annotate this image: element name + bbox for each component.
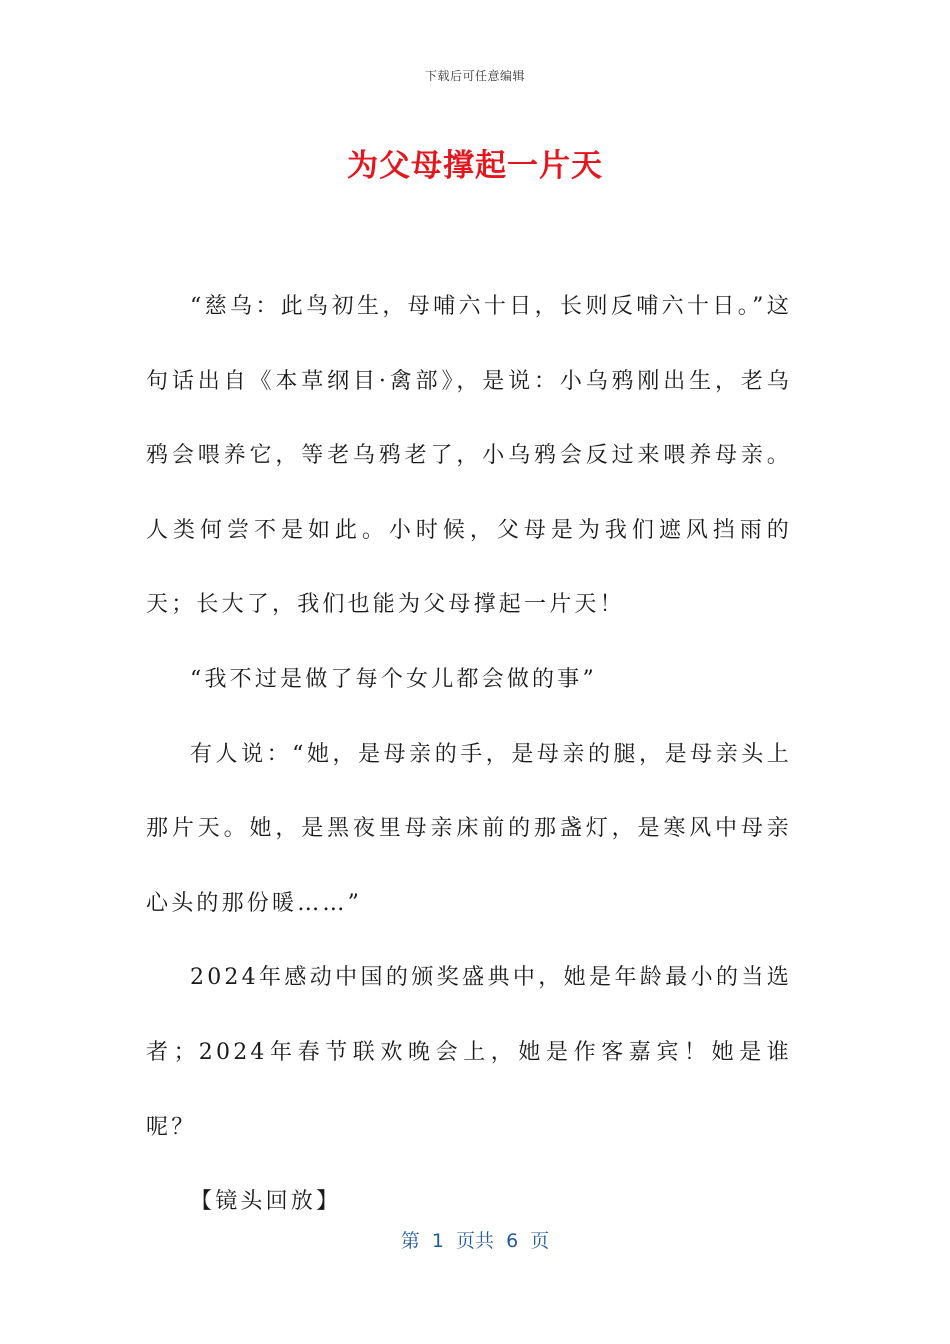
paragraph-award: 2024年感动中国的颁奖盛典中，她是年龄最小的当选者；2024年春节联欢晚会上，她是作客嘉宾！她是谁呢？ [146,965,792,1140]
document-body [146,270,792,1240]
paragraph-someone-says: 有人说：“她，是母亲的手，是母亲的腿，是母亲头上那片天。她，是黑夜里母亲床前的那盏灯，是寒风中母亲心头的那份暖……” [146,741,792,916]
page-number-footer: 第 1 页共 6 页 [400,1230,550,1252]
document-title: 为父母撑起一片天 [347,148,603,184]
paragraph-section-heading: 【镜头回放】 [190,1189,342,1215]
header-note: 下载后可任意编辑 [424,69,525,83]
paragraph-quote-heading: “我不过是做了每个女儿都会做的事” [190,666,597,692]
paragraph-intro: “慈乌：此鸟初生，母哺六十日，长则反哺六十日。”这句话出自《本草纲目·禽部》，是说：小乌鸦刚出生，老乌鸦会喂养它，等老乌鸦老了，小乌鸦会反过来喂养母亲。人类何尝不是如此。小时候，父母是为我们遮风挡雨的天；长大了，我们也能为父母撑起一片天！ [146,294,792,618]
